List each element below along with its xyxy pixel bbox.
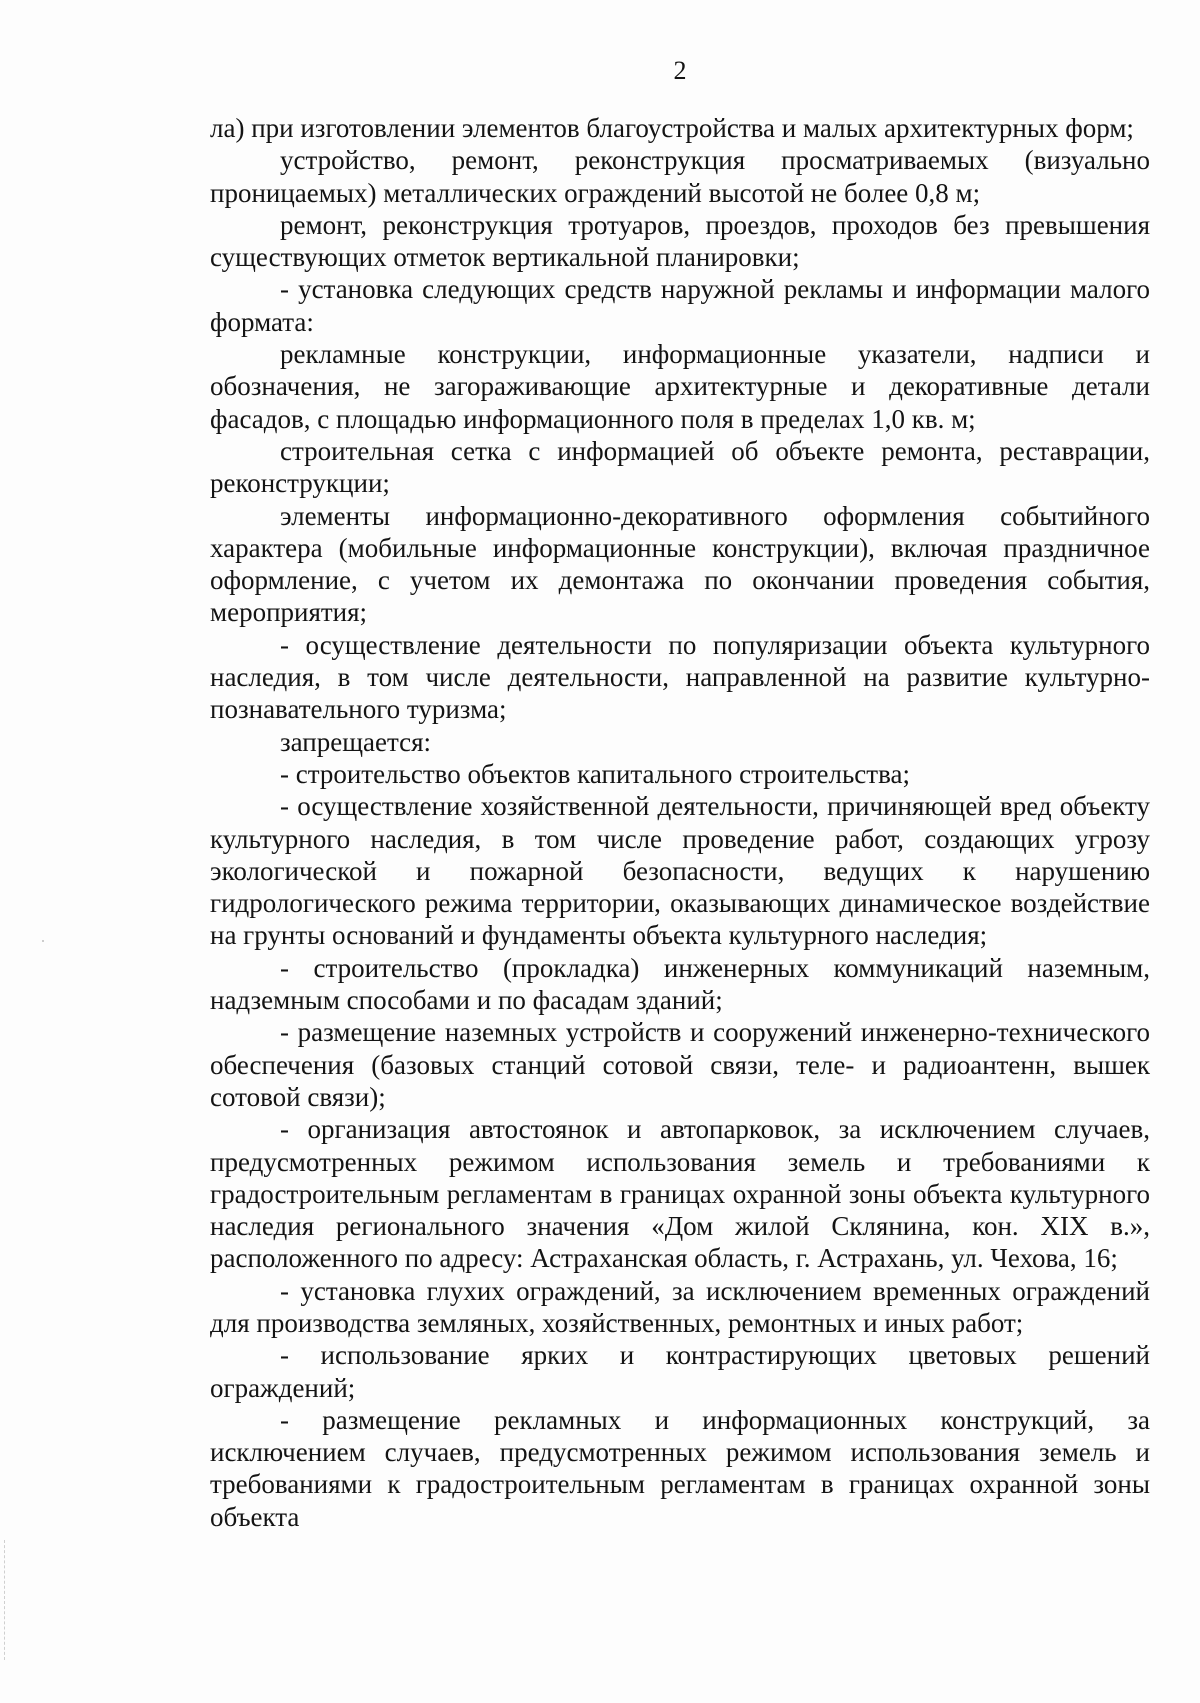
paragraph: - установка глухих ограждений, за исключением временных ограждений для производства земляных, хозяйственных, ремонтных и иных работ; [210,1275,1150,1338]
paragraph: - использование ярких и контрастирующих цветовых решений ограждений; [210,1340,1150,1403]
paragraph: элементы информационно-декоративного оформления событийного характера (мобильные информационные конструкции), включая праздничное оформление, с учетом их демонтажа по окончании проведения события, мероприятия; [210,500,1150,628]
scan-artifact-dot [42,940,44,942]
document-body [210,112,1150,1533]
paragraph: - установка следующих средств наружной рекламы и информации малого формата: [210,274,1150,337]
paragraph: - организация автостоянок и автопарковок, за исключением случаев, предусмотренных режимом использования земель и требованиями к градостроительным регламентам в границах охранной зоны объекта культурного наследия регионального значения «Дом жилой Склянина, кон. XIX в.», расположенного по адресу: Астраханская область, г. Астрахань, ул. Чехова, 16; [210,1114,1150,1274]
page-number: 2 [673,56,687,85]
paragraph: - строительство объектов капитального строительства; [280,758,910,789]
scan-artifact-edge-marks [4,1540,7,1660]
paragraph: строительная сетка с информацией об объекте ремонта, реставрации, реконструкции; [210,435,1150,499]
paragraph: - осуществление деятельности по популяризации объекта культурного наследия, в том числе деятельности, направленной на развитие культурно-познавательного туризма; [210,629,1150,725]
paragraph: - осуществление хозяйственной деятельности, причиняющей вред объекту культурного наследия, в том числе проведение работ, создающих угрозу экологической и пожарной безопасности, ведущих к нарушению гидрологического режима территории, оказывающих динамическое воздействие на грунты оснований и фундаменты объекта культурного наследия; [210,791,1150,951]
paragraph: запрещается: [280,726,432,757]
paragraph: ла) при изготовлении элементов благоустройства и малых архитектурных форм; [210,113,1134,143]
paragraph: устройство, ремонт, реконструкция просматриваемых (визуально проницаемых) металлических ограждений высотой не более 0,8 м; [210,145,1150,208]
paragraph: ремонт, реконструкция тротуаров, проездов, проходов без превышения существующих отметок вертикальной планировки; [210,209,1150,273]
paragraph: - строительство (прокладка) инженерных коммуникаций наземным, надземным способами и по фасадам зданий; [210,952,1150,1016]
paragraph: - размещение наземных устройств и сооружений инженерно-технического обеспечения (базовых станций сотовой связи, теле- и радиоантенн, вышек сотовой связи); [210,1017,1150,1112]
paragraph: рекламные конструкции, информационные указатели, надписи и обозначения, не загораживающие архитектурные и декоративные детали фасадов, с площадью информационного поля в пределах 1,0 кв. м; [210,339,1150,434]
paragraph: - размещение рекламных и информационных конструкций, за исключением случаев, предусмотренных режимом использования земель и требованиями к градостроительным регламентам в границах охранной зоны объекта [210,1404,1150,1532]
